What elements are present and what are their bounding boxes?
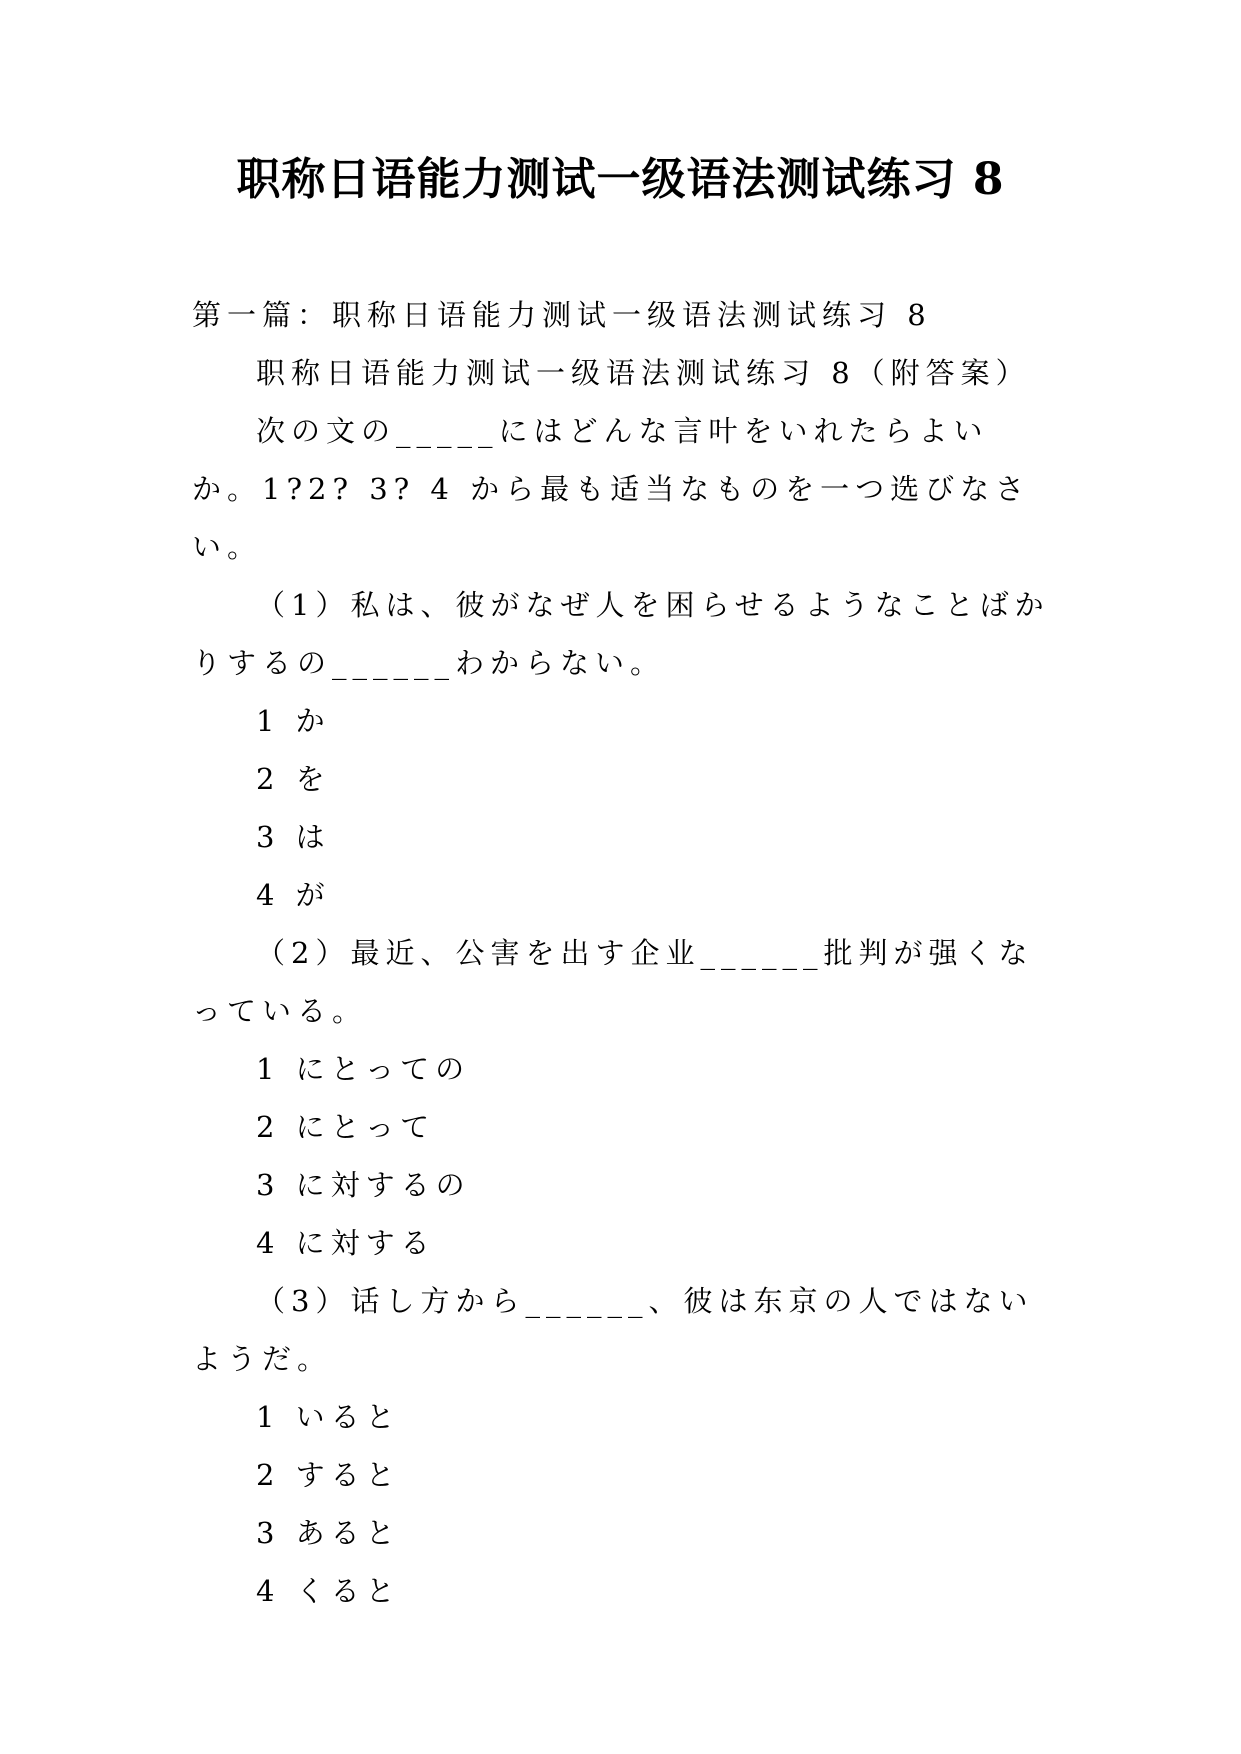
question-2-stem: （2）最近、公害を出す企业______批判が强くなっている。 (192, 936, 1034, 1028)
question-3-option-4: 4 くると (256, 1574, 401, 1608)
question-3-stem: （3）话し方から______、彼は东京の人ではないようだ。 (192, 1284, 1034, 1376)
question-2-option-4: 4 に対する (256, 1226, 436, 1260)
document-subtitle: 职称日语能力测试一级语法测试练习 8（附答案） (256, 356, 1031, 390)
document-body (192, 286, 1052, 1620)
question-3-option-1: 1 いると (256, 1400, 401, 1434)
question-1-option-3: 3 は (256, 820, 331, 854)
question-2-option-2: 2 にとって (256, 1110, 436, 1144)
document-title: 职称日语能力测试一级语法测试练习 8 (236, 154, 1005, 205)
question-1-option-2: 2 を (256, 762, 331, 796)
section-heading: 第一篇：职称日语能力测试一级语法测试练习 8 (192, 298, 932, 332)
question-1-option-4: 4 が (256, 878, 331, 912)
question-3-option-2: 2 すると (256, 1458, 401, 1492)
question-2-option-3: 3 に対するの (256, 1168, 471, 1202)
question-1-option-1: 1 か (256, 704, 331, 738)
question-1-stem: （1）私は、彼がなぜ人を困らせるようなことばかりするの______わからない。 (192, 588, 1050, 680)
question-3-option-3: 3 あると (256, 1516, 401, 1550)
instruction-text: 次の文の_____にはどんな言叶をいれたらよいか。1?2? 3? 4 から最も适当なものを一つ选びなさい。 (192, 414, 1031, 564)
question-2-option-1: 1 にとっての (256, 1052, 471, 1086)
